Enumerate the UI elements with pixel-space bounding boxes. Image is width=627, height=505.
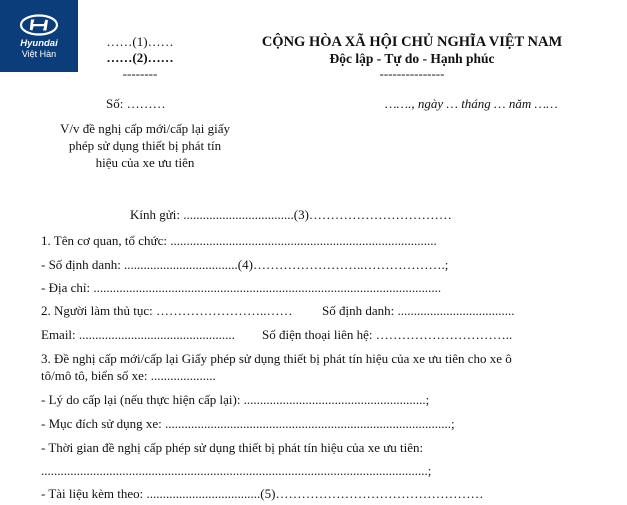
- issuer-divider: --------: [122, 66, 158, 81]
- document-date: ……., ngày … tháng … năm ……: [385, 96, 558, 111]
- attachments-field: - Tài liệu kèm theo: ...................................(5)…………………………………………: [41, 486, 484, 501]
- hyundai-logo-icon: [19, 14, 59, 36]
- email-field: Email: ................................................: [41, 327, 235, 342]
- purpose-field: - Mục đích sử dụng xe: ........................................................................................;: [41, 416, 455, 431]
- national-divider: ---------------: [379, 66, 445, 81]
- issuer-parent-org: ……(1)……: [106, 34, 174, 49]
- subject-line-1: V/v đề nghị cấp mới/cấp lại giấy: [59, 121, 231, 136]
- national-header: [232, 33, 592, 81]
- id-number-field: - Số định danh: ...................................(4)……………………..……………….;: [41, 257, 449, 272]
- issuer-block: [90, 34, 190, 82]
- subject-line-2: phép sử dụng thiết bị phát tín: [68, 138, 222, 153]
- request-line-2: tô/mô tô, biển số xe: ....................: [41, 368, 216, 383]
- national-motto: Độc lập - Tự do - Hạnh phúc: [329, 51, 495, 66]
- reason-field: - Lý do cấp lại (nếu thực hiện cấp lại): ........................................................;: [41, 392, 430, 407]
- period-label: - Thời gian đề nghị cấp phép sử dụng thiết bị phát tín hiệu của xe ưu tiên:: [41, 440, 424, 455]
- org-name-field: 1. Tên cơ quan, tổ chức: ..................................................................................: [41, 233, 437, 248]
- issuer-org: ……(2)……: [106, 50, 174, 65]
- subject-block: [30, 120, 260, 171]
- phone-field: Số điện thoại liên hệ: …………………………..: [262, 327, 513, 342]
- period-fill: .......................................................................................................................;: [41, 463, 432, 478]
- subject-line-3: hiệu của xe ưu tiên: [95, 155, 195, 170]
- national-title: CỘNG HÒA XÃ HỘI CHỦ NGHĨA VIỆT NAM: [261, 34, 563, 50]
- applicant-id-field: Số định danh: ....................................: [322, 303, 515, 318]
- recipient-line: Kính gửi: ..................................(3)……………………………: [130, 207, 452, 222]
- logo-subtitle: Việt Hàn: [21, 49, 57, 59]
- logo-brand: Hyundai: [20, 38, 58, 49]
- applicant-name-field: 2. Người làm thủ tục: ……………………..……: [41, 303, 293, 318]
- address-field: - Địa chỉ: ...........................................................................................................: [41, 280, 442, 295]
- company-logo: [0, 0, 78, 72]
- request-line-1: 3. Đề nghị cấp mới/cấp lại Giấy phép sử dụng thiết bị phát tín hiệu của xe ưu tiên cho xe ô: [41, 351, 512, 366]
- document-number: Số: ………: [106, 96, 166, 111]
